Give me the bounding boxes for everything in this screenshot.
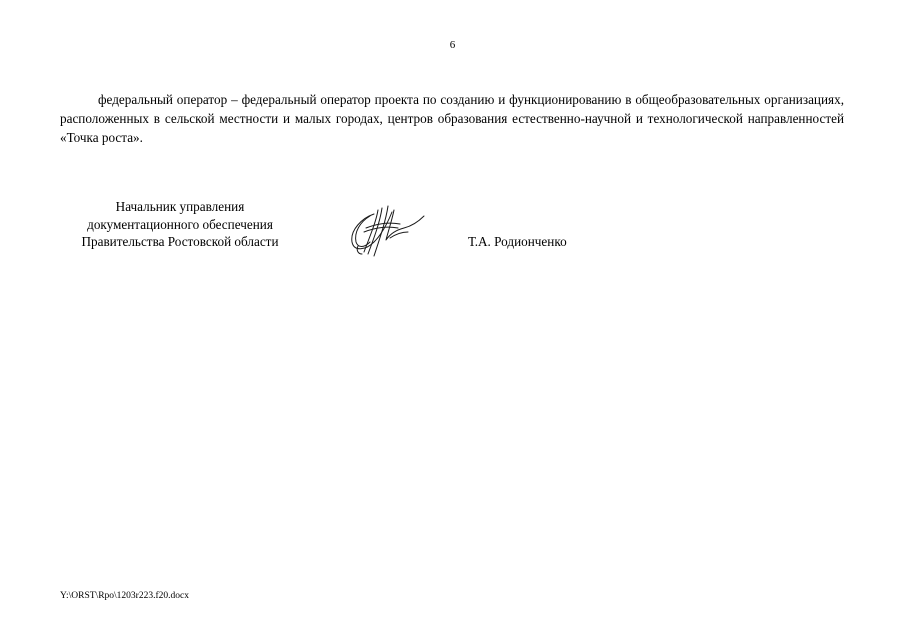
page-number: 6 — [449, 39, 456, 51]
signer-name: Т.А. Родионченко — [468, 234, 567, 249]
signer-title — [60, 198, 300, 251]
body-paragraph: федеральный оператор – федеральный оператор проекта по созданию и функционированию в общеобразовательных организациях, расположенных в сельской местности и малых городах, центров образования естественно-научной и технологической направленностей «Точка роста». — [60, 92, 844, 145]
document-file-path: Y:\ORST\Rpo\1203r223.f20.docx — [60, 591, 189, 601]
handwritten-signature — [344, 202, 426, 258]
signer-title-line-1: Начальник управления — [115, 199, 245, 214]
signer-title-line-2: документационного обеспечения — [87, 216, 273, 232]
signer-title-line-3: Правительства Ростовской области — [81, 234, 279, 249]
